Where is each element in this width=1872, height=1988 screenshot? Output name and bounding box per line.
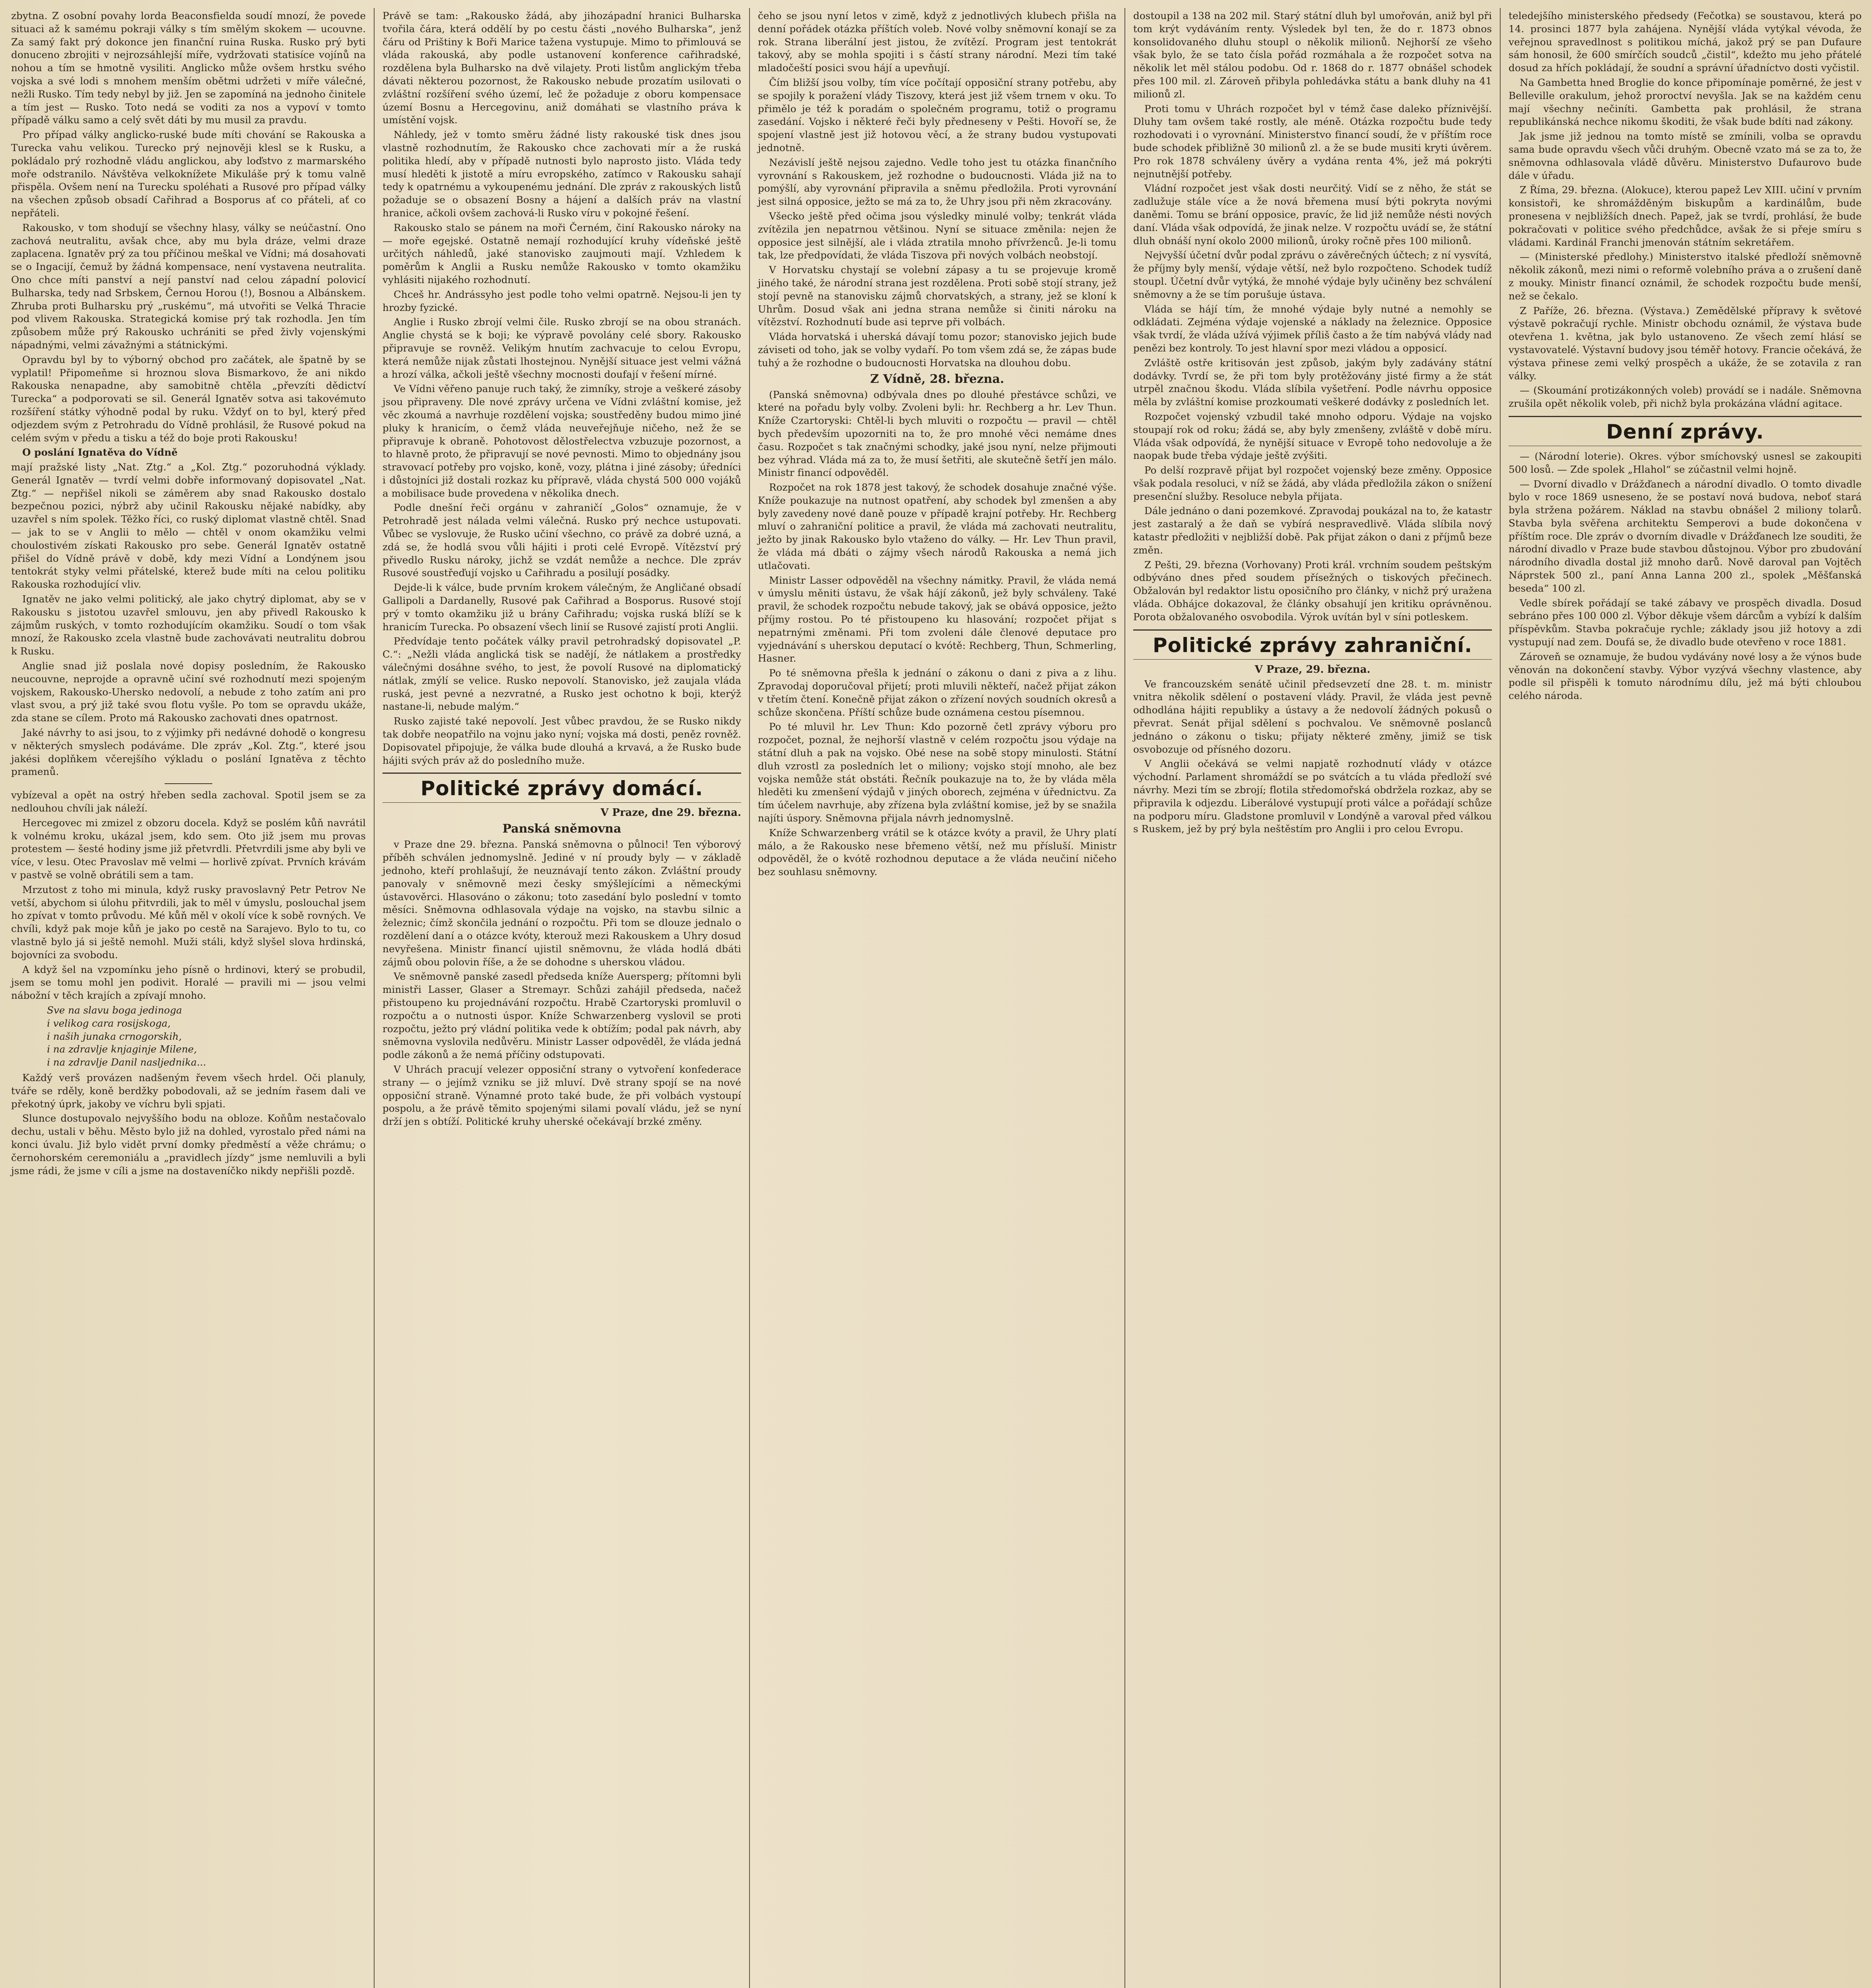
feuilleton-paragraph: Mrzutost z toho mi minula, když rusky pravoslavný Petr Petrov Ne vetší, abychom si úlohu přitvrdili, jak to měl v úmyslu, poslouchal jsem ho zpívat v tomto průvodu. Mé kůň měl v okolí více k sobě rovných. Ve chvíli, když pak moje kůň je jako po cestě na Sarajevo. Bylo to tu, co vlastně bylo já si ještě nemohl. Muži stáli, když slyšel slova hrdinská, bojovníci za svobodu. xyxy=(11,883,366,961)
article-paragraph: Na Gambetta hned Broglie do konce připomínaje poměrné, že jest v Belleville orakulum, jehož proroctví nevyšla. Jak se na každém cenu mají všechny nečiníti. Gambetta pak prohlásil, že strana republikánská nechce nikomu škoditi, že však bude bdíti nad zákony. xyxy=(1509,76,1862,128)
article-paragraph: Dále jednáno o dani pozemkové. Zpravodaj poukázal na to, že katastr jest zastaralý a že daň se vybírá nespravedlivě. Vláda slíbila nový katastr předložiti v nejbližší době. Pak přijat zákon o dani z příjmů beze změn. xyxy=(1133,505,1492,556)
article-paragraph: V Anglii očekává se velmi napjatě rozhodnutí vlády v otázce východní. Parlament shromáždí se po svátcích a tu vláda předloží své návrhy. Mezi tím se zbrojí; flotila středomořská obdržela rozkaz, aby se připravila k odjezdu. Liberálové vystupují proti válce a pořádají schůze na podporu míru. Gladstone promluvil v Londýně a varoval před válkou s Ruskem, jež by prý byla neštěstím pro Anglii i pro celou Evropu. xyxy=(1133,758,1492,835)
verse-line: i naših junaka crnogorskih, xyxy=(47,1030,182,1042)
dateline: V Praze, 29. března. xyxy=(1254,663,1371,676)
article-paragraph: zbytna. Z osobní povahy lorda Beaconsfielda soudí mnozí, že povede situaci až k samému pokraji války s tím smělým skokem — ucouvne. Za samý fakt prý dokonce jen finanční ruina Ruska. Rusko prý byti donuceno zbrojiti v nejrozsáhlejší míře, vydržovati statisíce vojínů na nohou a tím se hmotně vysiliti. Anglicko může ovšem hrstku svého vojska a své lodi s mnohem menším obětmi udržeti v míře válečné, nežli Rusko. Tím tedy nebyl by již. Jen se zapomíná na jednoho činitele a tím jest — Rusko. Toto nedá se voditi za nos a vypoví v tomto případě válku samo a celý svět dáti by mu musil za pravdu. xyxy=(11,10,366,126)
article-paragraph: V Uhrách pracují velezer opposiční strany o vytvoření konfederace strany — o jejímž vzniku se již mluví. Dvě strany spojí se na nové opposiční straně. Výnamné proto také bude, že při volbách vystoupí pospolu, a že právě těmito spojenými silami povalí vládu, jež se nyní drží jen s obtíží. Politické kruhy uherské očekávají brzké změny. xyxy=(383,1063,741,1128)
article-paragraph: Zvláště ostře kritisován jest způsob, jakým byly zadávány státní dodávky. Tvrdí se, že při tom byly protěžovány jisté firmy a že stát utrpěl značnou škodu. Vláda slíbila vyšetření. Podle návrhu opposice měla by zvláštní komise prozkoumati veškeré dodávky z posledních let. xyxy=(1133,357,1492,408)
article-paragraph: Chceš hr. Andrássyho jest podle toho velmi opatrně. Nejsou-li jen ty hrozby fyzické. xyxy=(383,288,741,313)
feuilleton-paragraph: A když šel na vzpomínku jeho písně o hrdinovi, který se probudil, jsem se tomu mohl jen podivit. Horalé — pravili mi — jsou velmi nábožní v těch krajích a zpívají mnoho. xyxy=(11,963,366,1002)
article-paragraph: Zároveň se oznamuje, že budou vydávány nové losy a že výnos bude věnován na dokončení stavby. Výbor vyzývá všechny vlastence, aby podle sil přispěli k tomuto národnímu dílu, jež má býti chloubou celého národa. xyxy=(1509,650,1862,702)
column-rule xyxy=(1500,8,1501,1988)
article-paragraph: Ve Vídni věřeno panuje ruch taký, že zimníky, stroje a veškeré zásoby jsou připraveny. Dle nové zprávy určena ve Vídni zvláštní komise, jež věc zkoumá a navrhuje rozdělení vojska; soustředěny budou mimo jiné pluky k hranicím, o čemž vláda neuveřejňuje ničeho, než že se připravuje k obraně. Pohotovost dělostřelectva vzbuzuje pozornost, a to hlavně proto, že připravují se nové pevnosti. Mimo to objednány jsou stravovací potřeby pro vojsko, koně, vozy, plátna i jiné zásoby; úředníci i důstojníci již dostali rozkaz ku přípravě, vláda chystá 500 000 vojáků a mobilisace bude provedena v několika dnech. xyxy=(383,383,741,499)
column-4 xyxy=(1128,10,1497,1988)
article-paragraph: Po té mluvil hr. Lev Thun: Kdo pozorně četl zprávy výboru pro rozpočet, poznal, že nejhorší vlastně v celém rozpočtu jsou výdaje na státní dluh a pak na vojsko. Obé nese na sobě stopy minulosti. Státní dluh vzrostl za posledních let o miliony; vojsko stojí mnoho, ale bez vojska nemůže stát obstáti. Řečník poukazuje na to, že by vláda měla hleděti ku zmenšení výdajů v jiných oborech, zejména v úřednictvu. Za tím účelem navrhuje, aby zřízena byla zvláštní komise, jež by se snažila najíti úspory. Sněmovna přijala návrh jednomyslně. xyxy=(758,721,1117,824)
feuilleton-paragraph: Hercegovec mi zmizel z obzoru docela. Když se poslém kůň navrátil k volnému kroku, ukázal jsem, kdo sem. Oto již jsem mu provas protestem — šesté hodiny jsme již přetvrdli. Přetvrdili jsme aby byli ve více, v lesu. Otec Pravoslav mě velmi — horlivě zpívat. Prvních krávám v pastvě se volně obrátili sem a tam. xyxy=(11,817,366,881)
article-paragraph: — (Skoumání protizákonných voleb) provádí se i nadále. Sněmovna zrušila opět několik voleb, při nichž byla prokázána vládní agitace. xyxy=(1509,384,1862,410)
section-header-daily-news xyxy=(1509,416,1862,446)
article-paragraph: Anglie i Rusko zbrojí velmi čile. Rusko zbrojí se na obou stranách. Anglie chystá se k boji; ke výpravě povolány celé sbory. Rakousko připravuje se rovněž. Velikým hnutím zachvacuje to celou Evropu, která nemůže nijak zůstati lhostejnou. Nynější situace jest velmi vážná a hrozí válka, ačkoli ještě všechny mocnosti doufají v řešení mírné. xyxy=(383,316,741,380)
article-paragraph: Podle dnešní řeči orgánu v zahraničí „Golos“ oznamuje, že v Petrohradě jest nálada velmi válečná. Rusko prý nechce ustupovati. Vůbec se vyslovuje, že Rusko učiní všechno, co právě za dobré uzná, a zdá se, že hodlá svou vůli hájiti i proti celé Evropě. Vítězství prý přivedlo Rusku nároky, jichž se vzdát nemůže a nechce. Dle zpráv Rusové soustřeďují vojsko u Cařihradu a posilují posádky. xyxy=(383,502,741,579)
article-paragraph: čeho se jsou nyní letos v zimě, když z jednotlivých klubech přišla na denní pořádek otázka příštích voleb. Nové volby sněmovní konají se za rok. Strana liberální jest jistou, že zvítězí. Program jest tentokrát takový, aby se mohla spojiti i s částí strany národní. Mezi tím také mladočeští posici svou hájí a upevňují. xyxy=(758,10,1117,74)
article-paragraph: Rozpočet vojenský vzbudil také mnoho odporu. Výdaje na vojsko stoupají rok od roku; žádá se, aby byly zmenšeny, zvláště v době míru. Vláda však odpovídá, že nynější situace v Evropě toho nedovoluje a že naopak bude třeba výdaje ještě zvýšiti. xyxy=(1133,410,1492,462)
column-1 xyxy=(6,10,371,1988)
article-paragraph: Proti tomu v Uhrách rozpočet byl v témž čase daleko příznivější. Dluhy tam ovšem také rostly, ale méně. Otázka rozpočtu bude tedy rozhodovati i o vyrovnání. Ministerstvo financí soudí, že v příštím roce bude schodek přibližně 30 milionů zl. a že se bude musiti kryti úvěrem. Pro rok 1878 schváleny úvěry a vydána renta 4%, jež má pokrýti nejnutnější potřeby. xyxy=(1133,103,1492,180)
section-header-domestic xyxy=(383,773,741,803)
article-paragraph: Vláda se hájí tím, že mnohé výdaje byly nutné a nemohly se odkládati. Zejména výdaje vojenské a náklady na železnice. Opposice však tvrdí, že vláda užívá výjimek příliš často a že tím nabývá vlády nad penězi bez kontroly. To jest hlavní spor mezi vládou a opposicí. xyxy=(1133,303,1492,354)
article-paragraph: Ve francouzském senátě učinil předsevzetí dne 28. t. m. ministr vnitra několik sdělení o postavení vlády. Pravil, že vláda jest pevně odhodlána hájiti republiky a ústavy a že nedovolí žádných pokusů o převrat. Senát přijal sdělení s pochvalou. Ve sněmovně poslanců jednáno o zákonu o tisku; přijaty některé změny, jimiž se tisk osvobozuje od přísného dozoru. xyxy=(1133,678,1492,755)
article-paragraph: — (Národní loterie). Okres. výbor smíchovský usnesl se zakoupiti 500 losů. — Zde spolek „Hlahol“ se zúčastnil velmi hojně. xyxy=(1509,450,1862,475)
article-paragraph: Anglie snad již poslala nové dopisy posledním, že Rakousko neucouvne, neprojde a opravně učiní své rozhodnutí mezi spojeným vojskem, Rakousko-Uhersko nedovolí, a nebude z toho zatím ani pro vlast svou, a prý již také svou flotu vyšle. Po tom se opravdu ukáže, zda stane se cílem. Proto má Rakousko zachovati dnes opatrnost. xyxy=(11,660,366,724)
article-paragraph: mají pražské listy „Nat. Ztg.“ a „Kol. Ztg.“ pozoruhodná výklady. Generál Ignatěv — tvrdí velmi dobře informovaný dopisovatel „Nat. Ztg.“ — nepřišel nikoli se záměrem aby snad Rakousko dostalo bezpečnou pozici, nýbrž aby učinil Rakousku nějaké nabídky, aby uzavřel s ním spolek. Těžko říci, co ruský diplomat vlastně chtěl. Snad — jak to se v Anglii to mělo — chtěl v onom okamžiku velmi choulostivém získati Rakousko pro sebe. Generál Ignatěv ostatně přišel do Vídně právě v době, kdy mezi Vídní a Londýnem jsou tentokrát styky velmi přátelské, kterež bude míti na celou politiku Rakouska rozhodující vliv. xyxy=(11,461,366,590)
article-paragraph: V Horvatsku chystají se volební zápasy a tu se projevuje kromě jiného také, že národní strana jest rozdělena. Proti sobě stojí strany, jež stojí pevně na stanovisku zájmů chorvatských, a strany, jež se kloní k Uhrům. Dosud však ani jedna strana nemůže si činiti nároku na vítězství. Rozhodnutí bude asi teprve při volbách. xyxy=(758,264,1117,328)
article-paragraph: Pro případ války anglicko-ruské bude míti chování se Rakouska a Turecka vahu velikou. Turecko prý nejnověji klesl se k Rusku, a pokládalo prý rozhodně vládu anglickou, aby loďstvo z marmarského moře odstranilo. Návštěva velkoknížete Mikuláše prý k tomu valně přispěla. Ovšem není na Turecku spoléhati a Rusové pro případ války na všechen způsob obsadí Cařihrad a Bosporus ať co přáteli, ať co nepřáteli. xyxy=(11,129,366,219)
article-paragraph: v Praze dne 29. března. Panská sněmovna o půlnoci! Ten výborový příběh schválen jednomyslně. Jediné v ní proudy byly — v základě jednoho, kteří prohlašují, že neuznávají tento zákon. Zvláštní proudy panovaly v sněmovně mezi česky smýšlejícími a německými ústavověrci. Hlasováno o zákonu; toto zasedání bylo poslední v tomto měsíci. Sněmovna odhlasovala výdaje na vojsko, na stavbu silnic a železnic; čímž skončila jednání o rozpočtu. Při tom se dlouze jednalo o rozdělení daní a o otázce kvóty, kterouž mezi Rakouskem a Uhry dosud nevyřešena. Ministr financí ujistil sněmovnu, že vláda hodlá dbáti zájmů obou polovin říše, a že se dohodne s uherskou vládou. xyxy=(383,839,741,968)
article-paragraph: Z Říma, 29. března. (Alokuce), kterou papež Lev XIII. učiní v prvním konsistoři, ke shromážděným biskupům a kardinálům, bude pronesena v nejbližších dnech. Papež, jak se tvrdí, prohlásí, že bude pokračovati v politice svého předchůdce, avšak že si přeje smíru s vládami. Kardinál Franchi jmenován státním sekretářem. xyxy=(1509,184,1862,248)
article-paragraph: Z Pešti, 29. března (Vorhovany) Proti král. vrchním soudem peštským odbýváno dnes před soudem přísežných o tiskových přečinech. Obžalován byl redaktor listu oposičního pro články, v nichž prý uražena vláda. Obhájce dokazoval, že články obsahují jen kritiku oprávněnou. Porota obžalovaného osvobodila. Výrok uvítán byl v síni potleskem. xyxy=(1133,559,1492,623)
article-paragraph: Rozpočet na rok 1878 jest takový, že schodek dosahuje značné výše. Kníže poukazuje na nutnost opatření, aby schodek byl zmenšen a aby byly zavedeny nové daně pouze v případě krajní potřeby. Hr. Rechberg mluví o zahraniční politice a pravil, že vláda má zachovati neutralitu, ježto by jinak Rakousko bylo vtaženo do války. — Hr. Lev Thun pravil, že vláda má dbáti o zájmy všech národů Rakouska a nemá jich utlačovati. xyxy=(758,481,1117,571)
article-paragraph: dostoupil a 138 na 202 mil. Starý státní dluh byl umořován, aniž byl při tom krýt vydáváním renty. Výsledek byl ten, že do r. 1873 obnos konsolidovaného dluhu stoupl o několik milionů. Nejhorší ze všeho však bylo, že se tato čísla pořád rozmáhala a že rozpočet sotva na několik let měl stálou podobu. Od r. 1868 do r. 1877 obnášel schodek přes 100 mil. zl. Zároveň přibyla pohledávka státu a bank dluhy na 41 milionů zl. xyxy=(1133,10,1492,100)
article-paragraph: Všecko ještě před očima jsou výsledky minulé volby; tenkrát vláda zvítězila jen nepatrnou většinou. Nyní se situace změnila: nejen že opposice jest silnější, ale i vláda ztratila mnoho přívrženců. Je-li tomu tak, lze předpovídati, že vláda Tiszova při nových volbách neobstojí. xyxy=(758,210,1117,261)
article-paragraph: teledejšího ministerského předsedy (Fečotka) se soustavou, která po 14. prosinci 1877 byla zahájena. Nynější vláda vytýkal vévoda, že veřejnou spravedlnost s politikou míchá, jakož prý se pan Dufaure sám honosil, že 600 smírčích soudců „čistil“, kdežto mu jeho přátelé dosud za hřích pokládají, že soudní a správní úřadníctvo dosti vyčistil. xyxy=(1509,10,1862,74)
article-paragraph: Ignatěv ne jako velmi politický, ale jako chytrý diplomat, aby se v Rakousku s jistotou uzavřel smlouvu, jen aby přivedl Rakousko k zájmům ruských, v tomto rozhodujícím okamžiku. Soudí o tom však mnozí, že Rakousko zcela vlastně bude zachovávati neutralitu dobrou k Rusku. xyxy=(11,593,366,657)
column-rule xyxy=(374,8,375,1988)
section-header-foreign xyxy=(1133,629,1492,660)
article-paragraph: Po delší rozpravě přijat byl rozpočet vojenský beze změny. Opposice však podala resoluci, v níž se žádá, aby vláda předložila zákon o snížení presenční služby. Resoluce nebyla přijata. xyxy=(1133,464,1492,502)
article-paragraph: Nezávislí ještě nejsou zajedno. Vedle toho jest tu otázka finančního vyrovnání s Rakouskem, jež rozhodne o budoucnosti. Vláda již na to pomýšlí, aby vyrovnání připravila a sněmu předložila. Proti vyrovnání jest silná opposice, ježto se má za to, že Uhry jsou při něm zkracovány. xyxy=(758,156,1117,208)
sub-heading: Panská sněmovna xyxy=(502,822,621,836)
article-paragraph: Právě se tam: „Rakousko žádá, aby jihozápadní hranici Bulharska tvořila čára, která oddělí by po cestu části „nového Bulharska“, jenž čáru od Prištiny k Boři Marice tažena vystupuje. Mimo to přimlouvá se vláda rakouská, aby podle ustanovení konference cařihradské, rozdělena byla Bulharsko na dvě vilajety. Proti listům anglickým třeba dávati některou pozornost, že Rakousko nebude prozatím usilovati o zvláštní rozšíření svého území, leč že požaduje z oboru kompensace území Bosnu a Hercegovinu, aniž domáhati se vlastního práva k umístění vojsk. xyxy=(383,10,741,126)
feuilleton-paragraph: Slunce dostupovalo nejvyššího bodu na obloze. Koňům nestačovalo dechu, ustali v běhu. Město bylo již na dohled, vyrostalo před námi na konci úvalu. Již bylo vidět první domky předměstí a věže chrámu; o černohorském ceremoniálu a „pravidlech jízdy“ jsme nemluvili a byli jsme rádi, že jsme v cíli a jsme na dostaveníčko nikdy nepřišli pozdě. xyxy=(11,1112,366,1176)
article-paragraph: Dejde-li k válce, bude prvním krokem válečným, že Angličané obsadí Gallipoli a Dardanelly, Rusové pak Cařihrad a Bosporus. Rusové stojí prý v tomto okamžiku již u brány Cařihradu; vojska ruská blíží se k hranicím Turecka. Po obsazení všech linií se Rusové zajistí proti Anglii. xyxy=(383,582,741,633)
feuilleton-paragraph: Každý verš provázen nadšeným řevem všech hrdel. Oči planuly, tváře se rděly, koně berdžky pobodovali, až se jedním řasem dali ve překotný úprk, jakoby ve víchru byli spjati. xyxy=(11,1072,366,1110)
article-paragraph: Rakousko stalo se pánem na moři Černém, činí Rakousko nároky na — moře egejské. Ostatně nemají rozhodující kruhy vídeňské ještě určitých náhledů, jaké stanovisko zaujmouti mají. Vzhledem k poměrům k Anglii a Rusku nemůže Rakousko v tomto okamžiku vyhlásiti nijakého rozhodnutí. xyxy=(383,221,741,285)
article-paragraph: Rusko zajisté také nepovolí. Jest vůbec pravdou, že se Rusko nikdy tak dobře neopatřilo na vojnu jako nyní; vojska má dosti, peněz rovněž. Dopisovatel připojuje, že válka bude dlouhá a krvavá, a že Rusko bude hájiti svých práv až do posledního muže. xyxy=(383,715,741,766)
article-paragraph: Ve sněmovně panské zasedl předseda kníže Auersperg; přítomni byli ministři Lasser, Glaser a Stremayr. Schůzi zahájil předseda, načež přistoupeno ku projednávání rozpočtu. Hrabě Czartoryski promluvil o rozpočtu a o nutnosti úspor. Kníže Schwarzenberg vyslovil se proti rozpočtu, ježto prý vládní politika vede k obtížím; podal pak návrh, aby sněmovna vyslovila nedůvěru. Ministr Lasser odpověděl, že vláda jedná podle zákonů a že nemá příčiny odstupovati. xyxy=(383,971,741,1061)
article-paragraph: Jaké návrhy to asi jsou, to z výjimky při nedávné dohodě o kongresu v některých smyslech podáváme. Dle zpráv „Kol. Ztg.“, které jsou jakési doplňkem včerejšího výkladu o poslání Ignatěva z těchto pramenů. xyxy=(11,727,366,778)
article-paragraph: Předvídaje tento počátek války pravil petrohradský dopisovatel „P. C.“: „Nežli vláda anglická tisk se nadějí, že nátlakem a prostředky válečnými dosáhne svého, to jest, že povolí Rusové na diplomatický nátlak, zmýlí se velice. Rusko nepovolí. Stanovisko, jež zaujala vláda ruská, jest pevné a nezvratné, a Rusko jest ochotno k boji, kterýž nastane-li, nebude malým.“ xyxy=(383,635,741,712)
verse-line: Sve na slavu boga jedinoga xyxy=(47,1004,182,1016)
article-paragraph: (Panská sněmovna) odbývala dnes po dlouhé přestávce schůzi, ve které na pořadu byly volby. Zvoleni byli: hr. Rechberg a hr. Lev Thun. Kníže Czartoryski: Chtěl-li bych mluviti o rozpočtu — pravil — chtěl bych především upozorniti na to, že pro mnohé věci nemáme dnes času. Rozpočet s tak značnými schodky, jaké jsou nyní, nelze přijmouti bez výhrad. Vláda má za to, že musí šetřiti, ale skutečně šetří jen málo. Ministr financí odpověděl. xyxy=(758,388,1117,479)
column-rule xyxy=(1124,8,1125,1988)
article-paragraph: Vedle sbírek pořádají se také zábavy ve prospěch divadla. Dosud sebráno přes 100 000 zl. Výbor děkuje všem dárcům a vybízí k dalším příspěvkům. Stavba pokračuje rychle; základy jsou již hotovy a zdi vystupují nad zem. Doufá se, že divadlo bude otevřeno v roce 1881. xyxy=(1509,597,1862,648)
article-paragraph: Z Paříže, 26. března. (Výstava.) Zemědělské přípravy k světové výstavě pokračují rychle. Ministr obchodu oznámil, že výstava bude otevřena 1. května, jak bylo ustanoveno. Ze všech zemí hlásí se vystavovatelé. Výstavní budovy jsou téměř hotovy. Francie očekává, že výstava přinese zemi velký prospěch a ukáže, že se zotavila z ran války. xyxy=(1509,305,1862,382)
section-divider xyxy=(165,783,212,784)
verse-line: i na zdravlje knjaginje Milene, xyxy=(47,1043,197,1055)
article-paragraph: Po té sněmovna přešla k jednání o zákonu o dani z piva a z lihu. Zpravodaj doporučoval přijetí; proti mluvili někteří, načež přijat zákon v třetím čtení. Konečně přijat zákon o zřízení nových soudních okresů a schůze skončena. Příští schůze bude oznámena cestou písemnou. xyxy=(758,667,1117,718)
article-paragraph: Jak jsme již jednou na tomto místě se zmínili, volba se opravdu sama bude opravdu všech vůči druhým. Obecně vzato má se za to, že sněmovna odhlasovala vládě důvěru. Ministerstvo Dufaurovo bude dále v úřadu. xyxy=(1509,130,1862,181)
column-2 xyxy=(377,10,747,1988)
article-paragraph: Náhledy, jež v tomto směru žádné listy rakouské tisk dnes jsou vlastně rozhodnutím, že Rakousko chce zachovati mír a že ruská politika hledí, aby v případě nutnosti bylo naprosto jisto. Vláda tedy musí hleděti k jistotě a míru evropského, zatímco v Rakousku sahají tedy k opatrnému a vykoupenému jednání. Dle zpráv z rakouských listů požaduje se o obsazení Bosny a hájení a dalších práv na vlastní hranice, ačkoli ovšem zachová-li Rusko víru v pokojné řešení. xyxy=(383,129,741,219)
section-title: Politické zprávy zahraniční. xyxy=(1152,633,1472,657)
verse-line: i na zdravlje Danil nasljednika... xyxy=(47,1056,206,1068)
dateline: V Praze, dne 29. března. xyxy=(600,807,741,819)
song-verse xyxy=(47,1004,366,1069)
feuilleton-paragraph: vybízeval a opět na ostrý hřeben sedla zachoval. Spotil jsem se za nedlouhou chvíli jak náleží. xyxy=(11,789,366,814)
article-paragraph: Opravdu byl by to výborný obchod pro začátek, ale špatně by se vyplatil! Připomeňme si hroznou slova Bismarkovo, že ani nikdo Rakouska nenapadne, aby samobitně chtěla „převzíti dědictví Turecka“ a podporovati se sil. Generál Ignatěv sotva asi takovémuto rozšíření státky výhodně podal by ruku. Vždyť on to byl, který před odjezdem svým z Petrohradu do Vídně prohlásil, že Rusové pokud na celém svým v předu a tisku a též do boje proti Rakousku! xyxy=(11,353,366,444)
column-5 xyxy=(1503,10,1867,1988)
article-paragraph: Vládní rozpočet jest však dosti neurčitý. Vidí se z něho, že stát se zadlužuje stále více a že nová břemena musí býti pokryta novými daněmi. Tomu se brání opposice, pravíc, že lid již nemůže nésti nových daní. Vláda však odpovídá, že jinak nelze. V rozpočtu uvádí se, že státní dluh obnáší nyní okolo 2000 milionů, úroky ročně přes 100 milionů. xyxy=(1133,182,1492,247)
article-paragraph: — Dvorní divadlo v Drážďanech a národní divadlo. O tomto divadle bylo v roce 1869 usneseno, že se postaví nová budova, neboť stará byla stržena požárem. Náklad na stavbu obnášel 2 miliony tolarů. Stavba byla svěřena architektu Semperovi a bude dokončena v příštím roce. Dle zpráv o dvorním divadle v Drážďanech lze souditi, že národní divadlo v Praze bude stavbou důstojnou. Výbor pro zbudování národního divadla dostal již mnoho darů. Nově daroval pan Vojtěch Náprstek 500 zl., paní Anna Lanna 200 zl., spolek „Měšťanská beseda“ 100 zl. xyxy=(1509,478,1862,594)
verse-line: i velikog cara rosijskoga, xyxy=(47,1017,171,1029)
article-paragraph: Rakousko, v tom shodují se všechny hlasy, války se neúčastní. Ono zachová neutralitu, avšak chce, aby mu byla dráze, velmi draze zaplacena. Ignatěv prý za tou příčinou meškal ve Vídni; má dosahovati se o Ingacijí, čemuž by žádná kompensace, není vystavena neutralita. Ono chce míti panství a nejí panství nad celou západní polovicí Bulharska, tedy nad Srbskem, Černou Horou (!), Bosnou a Albánskem. Zhruba proti Bulharsku prý „ruskému“, má utvořiti se Velká Thracie pod vlivem Rakouska. Strategická komise prý tak rozhodla. Jen tím způsobem může prý Rakousko uchrániti se před živly vojenskými nápadnými, velmi závažnými a státnickými. xyxy=(11,221,366,351)
dateline: Z Vídně, 28. března. xyxy=(870,372,1004,386)
article-paragraph: Nejvyšší účetní dvůr podal zprávu o závěrečných účtech; z ní vysvítá, že příjmy byly menší, výdaje větší, než bylo rozpočteno. Schodek tudíž stoupl. Účetní dvůr vytýká, že mnohé výdaje byly učiněny bez schválení sněmovny a že se tím porušuje ústava. xyxy=(1133,249,1492,300)
column-rule xyxy=(749,8,750,1988)
article-paragraph: Ministr Lasser odpověděl na všechny námitky. Pravil, že vláda nemá v úmyslu měniti ústavu, že však hájí zákonů, jež byly schváleny. Také pravil, že schodek rozpočtu nebude takový, jak se obává opposice, ježto příjmy rostou. Po té přistoupeno ku hlasování; rozpočet přijat s nepatrnými změnami. Při tom zvoleni dále členové deputace pro vyjednávání s uherskou deputací o kvótě: Rechberg, Thun, Schmerling, Hasner. xyxy=(758,574,1117,664)
section-title: Politické zprávy domácí. xyxy=(420,777,703,800)
article-paragraph: Kníže Schwarzenberg vrátil se k otázce kvóty a pravil, že Uhry platí málo, a že Rakousko nese břemeno větší, než mu přísluší. Ministr odpověděl, že o kvótě rozhodnou deputace a že vláda neučiní ničeho bez souhlasu sněmovny. xyxy=(758,827,1117,878)
article-paragraph: — (Ministerské předlohy.) Ministerstvo italské předloží sněmovně několik zákonů, mezi nimi o reformě volebního práva a o zrušení daně z mouky. Ministr financí oznámil, že schodek rozpočtu bude menší, než se čekalo. xyxy=(1509,251,1862,302)
column-3 xyxy=(752,10,1122,1988)
section-title: Denní zprávy. xyxy=(1606,420,1764,443)
article-paragraph: Čím bližší jsou volby, tím více počítají opposiční strany potřebu, aby se spojily k poražení vlády Tiszovy, která jest již všem trnem v oku. To přimělo je též k poradám o společném programu, totiž o programu zasedání. Vojsko i některé řeči byly předneseny v Pešti. Hovoří se, že spojení vlastně jest již hotovou věcí, a že strany budou vystupovati jednotně. xyxy=(758,76,1117,153)
inline-heading: O poslání Ignatěva do Vídně xyxy=(22,447,178,458)
article-paragraph: Vláda horvatská i uherská dávají tomu pozor; stanovisko jejich bude záviseti od toho, jak se volby vydaří. Po tom všem zdá se, že zápas bude tuhý a že rozhodne o budoucnosti Horvatska na dlouhou dobu. xyxy=(758,331,1117,369)
